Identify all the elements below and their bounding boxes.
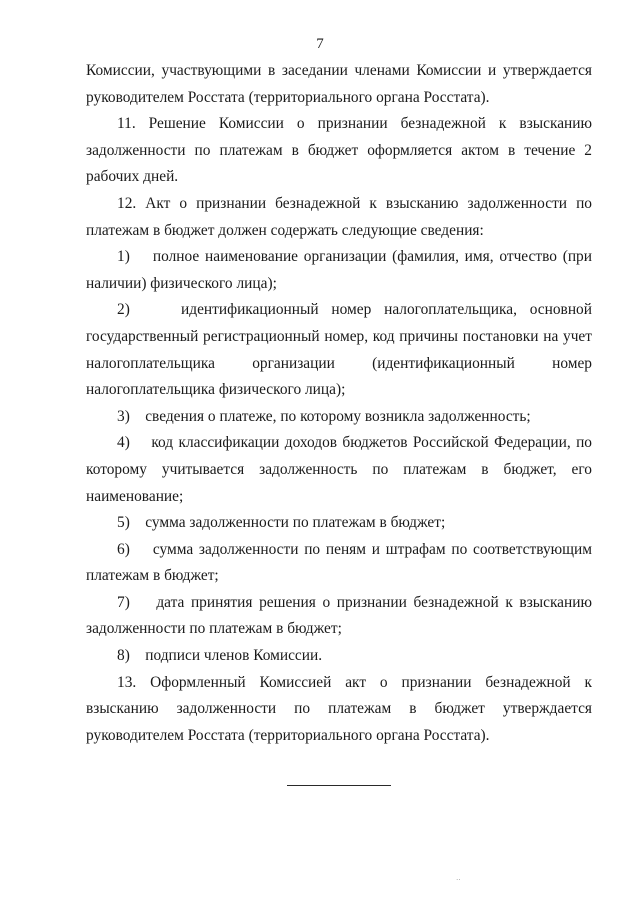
list-item-6: 6) сумма задолженности по пеням и штрафам по соответствующим платежам в бюджет; — [86, 540, 592, 585]
end-divider — [287, 785, 391, 786]
list-item-3: 3) сведения о платеже, по которому возникла задолженность; — [117, 407, 531, 425]
document-body — [86, 58, 592, 749]
list-item-5: 5) сумма задолженности по платежам в бюджет; — [117, 514, 446, 532]
paragraph-12: 12. Акт о признании безнадежной к взысканию задолженности по платежам в бюджет должен содержать следующие сведения: — [86, 194, 592, 239]
list-item-4: 4) код классификации доходов бюджетов Российской Федерации, по которому учитывается задолженность по платежам в бюджет, его наименование; — [86, 434, 592, 505]
list-item-8: 8) подписи членов Комиссии. — [117, 647, 323, 665]
page-number: 7 — [316, 36, 324, 52]
list-item-1: 1) полное наименование организации (фамилия, имя, отчество (при наличии) физического лица); — [86, 248, 592, 292]
paragraph-continuation: Комиссии, участвующими в заседании членами Комиссии и утверждается руководителем Росстата (территориального органа Росстата). — [86, 62, 592, 106]
paragraph-11: 11. Решение Комиссии о признании безнадежной к взысканию задолженности по платежам в бюджет оформляется актом в течение 2 рабочих дней. — [86, 115, 592, 186]
scan-speck: ·· — [456, 876, 461, 884]
list-item-7: 7) дата принятия решения о признании безнадежной к взысканию задолженности по платежам в бюджет; — [86, 593, 592, 638]
paragraph-13: 13. Оформленный Комиссией акт о признании безнадежной к взысканию задолженности по платежам в бюджет утверждается руководителем Росстата (территориального органа Росстата). — [86, 673, 592, 744]
list-item-2: 2) идентификационный номер налогоплательщика, основной государственный регистрационный номер, код причины постановки на учет налогоплательщика организации (идентификационный номер налогоплательщика физического лица); — [86, 301, 592, 399]
